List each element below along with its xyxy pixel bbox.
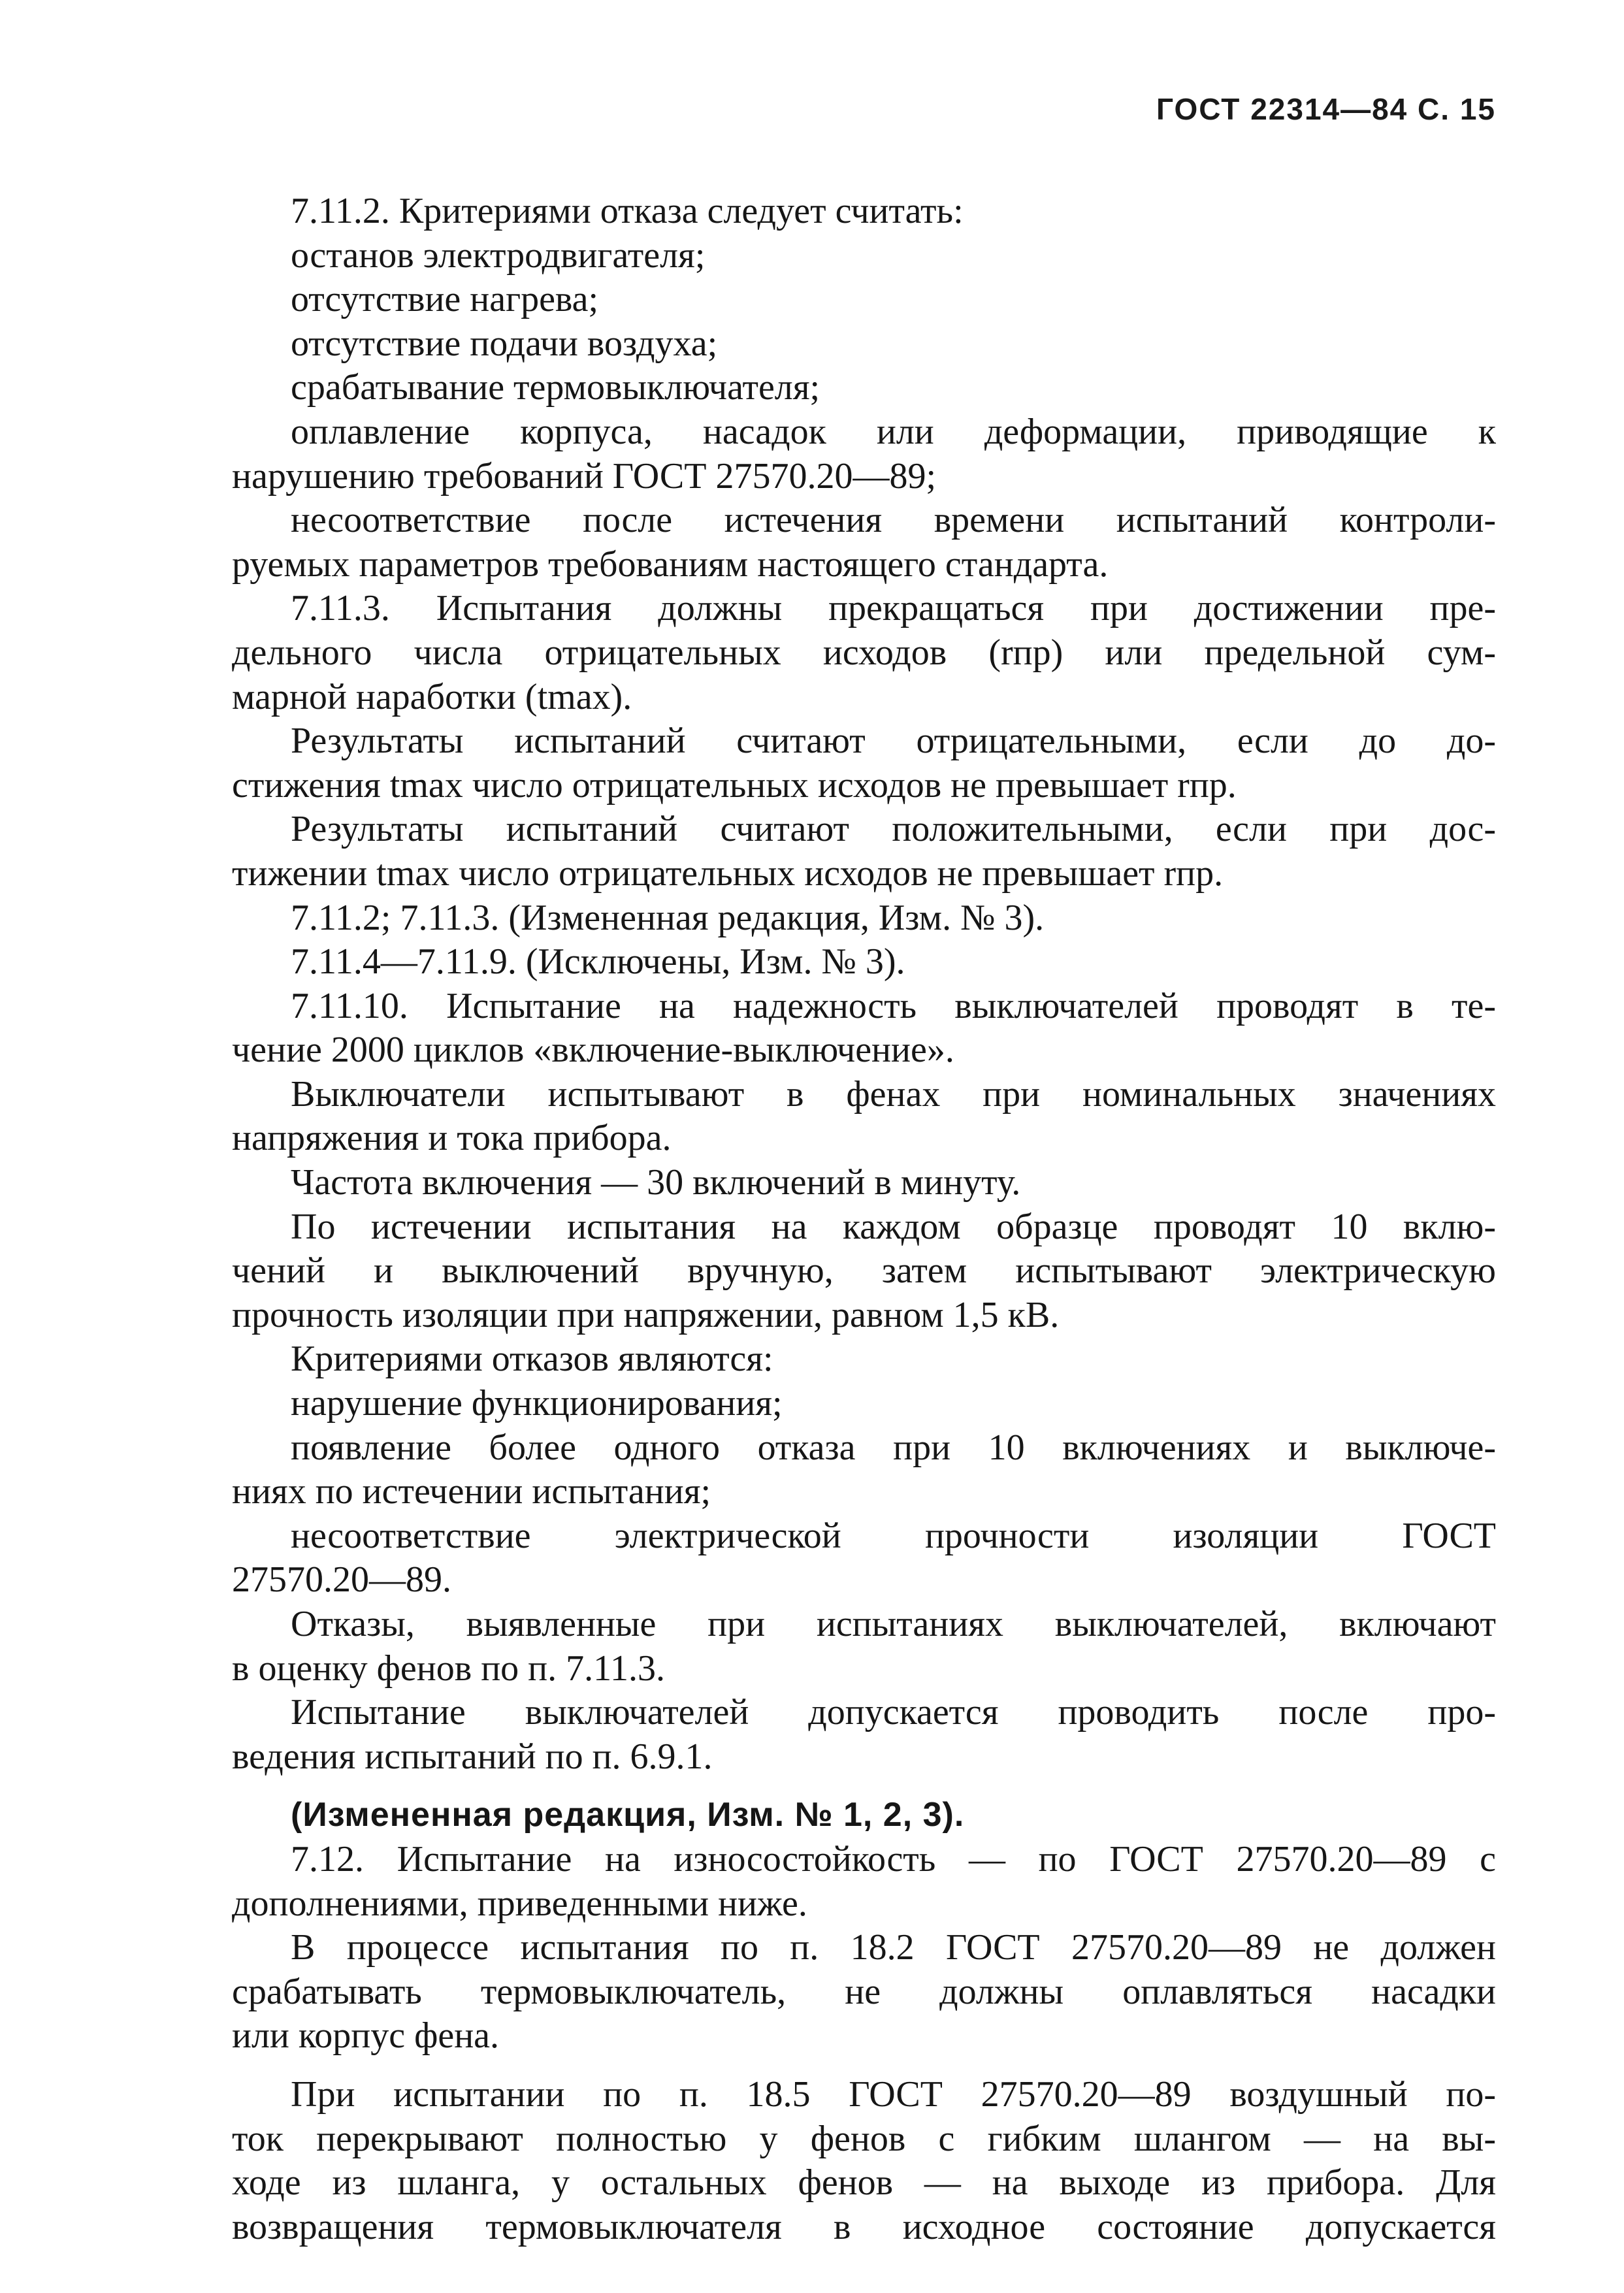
text-line: 7.12. Испытание на износостойкость — по ГОСТ 27570.20—89 с: [291, 1838, 1496, 1879]
page-header: ГОСТ 22314—84 С. 15: [1156, 92, 1496, 126]
text-line: 7.11.4—7.11.9. (Исключены, Изм. № 3).: [291, 941, 905, 983]
body-text: [232, 189, 1496, 2249]
text-line: чений и выключений вручную, затем испытывают электрическую: [232, 1250, 1496, 1292]
text-line: несоответствие после истечения времени испытаний контроли-: [291, 500, 1496, 541]
text-line: 7.11.2. Критериями отказа следует считать:: [291, 191, 964, 231]
text-line: Критериями отказов являются:: [291, 1339, 773, 1380]
text-line: напряжения и тока прибора.: [232, 1118, 672, 1159]
text-line: ходе из шланга, у остальных фенов — на выходе из прибора. Для: [232, 2162, 1496, 2204]
text-line: 7.11.10. Испытание на надежность выключателей проводят в те-: [291, 985, 1496, 1026]
text-line: в оценку фенов по п. 7.11.3.: [232, 1648, 666, 1689]
text-line: нарушению требований ГОСТ 27570.20—89;: [232, 455, 937, 496]
text-line: марной наработки (tmax).: [232, 676, 632, 717]
text-line: При испытании по п. 18.5 ГОСТ 27570.20—89 воздушный по-: [291, 2073, 1496, 2115]
line-gap: [232, 2058, 1496, 2073]
text-line: 7.11.3. Испытания должны прекращаться при достижении пре-: [291, 588, 1496, 629]
text-line: останов электродвигателя;: [291, 235, 706, 276]
text-line: тижении tmax число отрицательных исходов не превышает rпр.: [232, 853, 1224, 894]
text-line: 27570.20—89.: [232, 1559, 451, 1601]
text-line: Результаты испытаний считают отрицательными, если до до-: [291, 721, 1496, 762]
text-line: Результаты испытаний считают положительными, если при дос-: [291, 809, 1496, 850]
text-line: возвращения термовыключателя в исходное состояние допускается: [232, 2206, 1496, 2247]
text-line: появление более одного отказа при 10 включениях и выключе-: [291, 1427, 1496, 1468]
text-line: срабатывать термовыключатель, не должны оплавляться насадки: [232, 1971, 1496, 2012]
text-line: Выключатели испытывают в фенах при номинальных значениях: [291, 1073, 1496, 1114]
text-line: дополнениями, приведенными ниже.: [232, 1883, 807, 1924]
text-line: или корпус фена.: [232, 2015, 500, 2057]
text-line: чение 2000 циклов «включение-выключение».: [232, 1030, 954, 1071]
text-line: нарушение функционирования;: [291, 1383, 783, 1424]
text-line: отсутствие подачи воздуха;: [291, 323, 718, 364]
text-line: Испытание выключателей допускается проводить после про-: [291, 1692, 1496, 1733]
text-line: (Измененная редакция, Изм. № 1, 2, 3).: [291, 1796, 965, 1834]
text-line: срабатывание термовыключателя;: [291, 367, 820, 408]
text-line: 7.11.2; 7.11.3. (Измененная редакция, Изм. № 3).: [291, 897, 1045, 938]
text-line: ведения испытаний по п. 6.9.1.: [232, 1736, 713, 1777]
text-line: оплавление корпуса, насадок или деформации, приводящие к: [291, 411, 1496, 452]
text-line: Частота включения — 30 включений в минуту.: [291, 1162, 1021, 1203]
text-line: стижения tmax число отрицательных исходов не превышает rпр.: [232, 764, 1237, 805]
text-line: Отказы, выявленные при испытаниях выключателей, включают: [291, 1604, 1496, 1644]
text-line: несоответствие электрической прочности изоляции ГОСТ: [291, 1515, 1496, 1556]
text-line: руемых параметров требованиям настоящего стандарта.: [232, 544, 1109, 585]
text-line: дельного числа отрицательных исходов (rпр) или предельной сум-: [232, 632, 1496, 673]
text-line: По истечении испытания на каждом образце проводят 10 вклю-: [291, 1206, 1496, 1247]
text-line: В процессе испытания по п. 18.2 ГОСТ 27570.20—89 не должен: [291, 1927, 1496, 1968]
text-line: ток перекрывают полностью у фенов с гибким шлангом — на вы-: [232, 2118, 1496, 2159]
text-line: отсутствие нагрева;: [291, 279, 599, 320]
line-gap: [232, 1779, 1496, 1793]
text-line: прочность изоляции при напряжении, равном 1,5 кВ.: [232, 1294, 1060, 1335]
text-line: ниях по истечении испытания;: [232, 1471, 711, 1512]
